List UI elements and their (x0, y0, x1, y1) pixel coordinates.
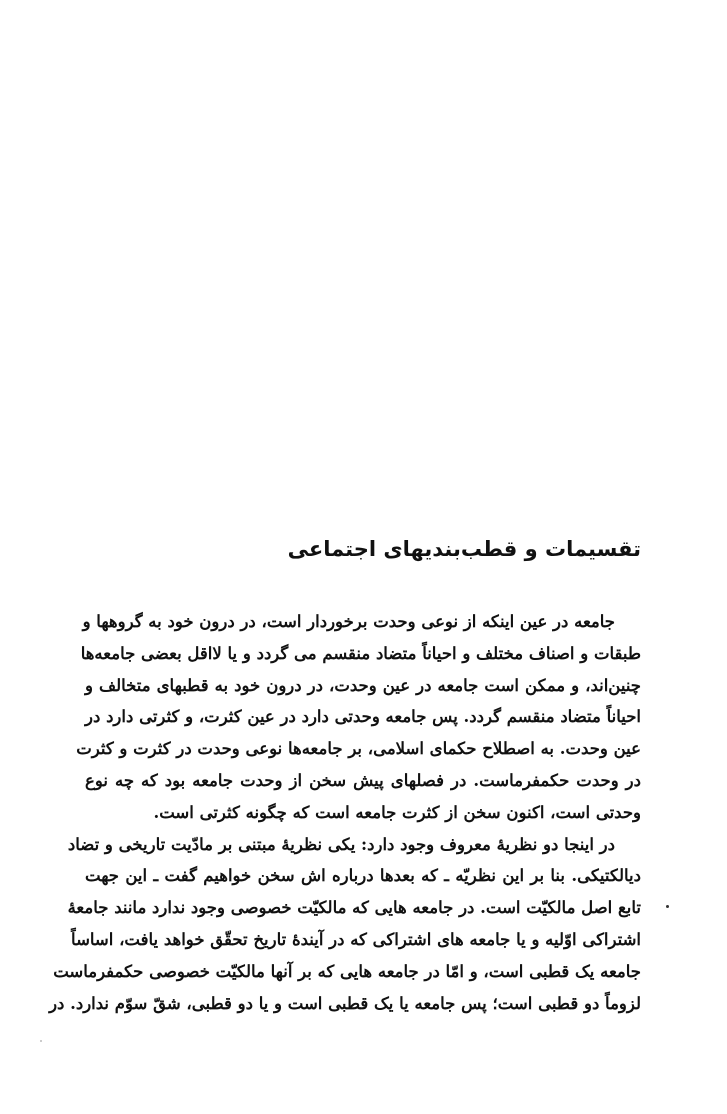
text-line: در اینجا دو نظریهٔ معروف وجود دارد: یکی نظریهٔ مبتنی بر مادّیت تاریخی و تضاد (67, 834, 615, 854)
text-line: لزوماً دو قطبی است؛ پس جامعه یا یک قطبی است و یا دو قطبی، شقّ سوّم ندارد. در (49, 993, 641, 1013)
text-line: طبقات و اصناف مختلف و احیاناً متضاد منقسم می گردد و یا لااقل بعضی جامعه‌ها (80, 643, 641, 663)
text-line: چنین‌اند، و ممکن است جامعه در عین وحدت، در درون خود به قطبهای متخالف و (85, 675, 641, 695)
text-line: جامعه یک قطبی است، و امّا در جامعه هایی که بر آنها مالکیّت خصوصی حکمفرماست (53, 961, 641, 981)
body-text (49, 606, 641, 1019)
text-line: وحدتی است، اکنون سخن از کثرت جامعه است که چگونه کثرتی است. (153, 802, 641, 822)
text-line: در وحدت حکمفرماست. در فصلهای پیش سخن از وحدت جامعه بود که چه نوع (85, 770, 641, 790)
text-line: جامعه در عین اینکه از نوعی وحدت برخوردار است، در درون خود به گروهها و (82, 612, 615, 631)
section-heading: تقسیمات و قطب‌بندیهای اجتماعی (287, 537, 641, 561)
text-line: احیاناً متضاد منقسم گردد. پس جامعه وحدتی دارد در عین کثرت، و کثرتی دارد در (85, 707, 641, 727)
paragraph-2 (49, 829, 641, 1020)
text-line: عین وحدت. به اصطلاح حکمای اسلامی، بر جامعه‌ها نوعی وحدت در کثرت و کثرت (76, 739, 641, 759)
text-line: تابع اصل مالکیّت است. در جامعه هایی که مالکیّت خصوصی وجود ندارد مانند جامعهٔ (67, 898, 641, 918)
scan-speck (40, 1040, 42, 1042)
margin-dot (666, 905, 669, 908)
text-line: اشتراکی اوّلیه و یا جامعه های اشتراکی که در آیندهٔ تاریخ تحقّق خواهد یافت، اساساً (71, 929, 641, 949)
paragraph-1 (76, 606, 641, 829)
text-line: دیالکتیکی. بنا بر این نظریّه ـ که بعدها درباره اش سخن خواهیم گفت ـ این جهت (85, 866, 641, 886)
